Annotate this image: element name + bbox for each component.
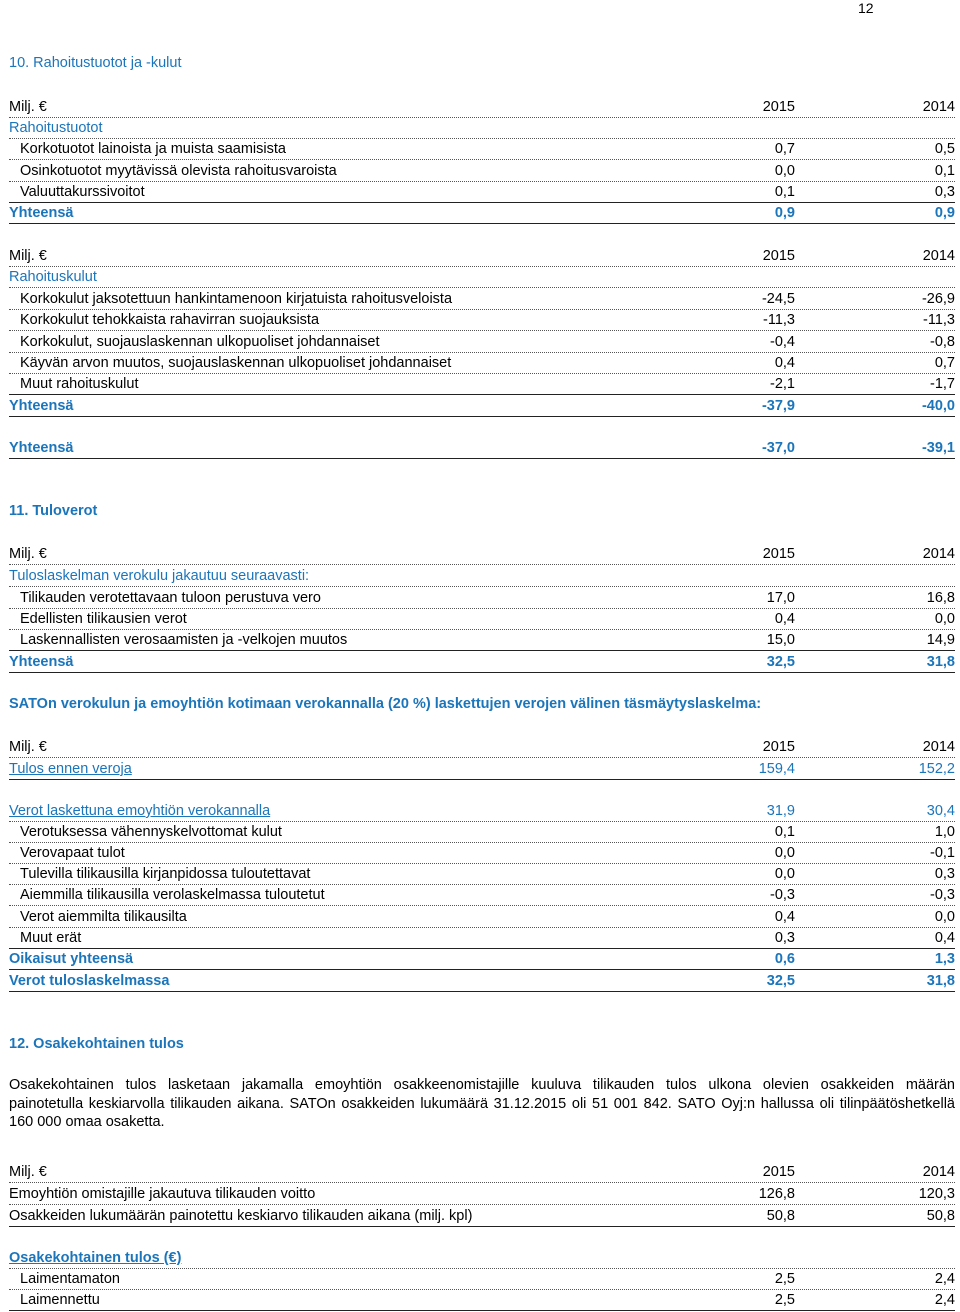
- table-row: Valuuttakurssivoitot 0,1 0,3: [9, 181, 955, 203]
- income-tax-row: Verot tuloslaskelmassa 32,5 31,8: [9, 970, 955, 992]
- tax-at-rate-row: Verot laskettuna emoyhtiön verokannalla 31,9 30,4: [9, 800, 955, 822]
- total-row: Yhteensä 0,9 0,9: [9, 202, 955, 224]
- paragraph-line: painotetulla keskiarvolla tilikauden aikana. SATOn osakkeiden lukumäärä 31.12.2015 oli 51 001 842. SATO Oyj:n hallussa oli tilinpäätöshetkellä: [9, 1095, 955, 1112]
- eps-title-row: Osakekohtainen tulos (€): [9, 1247, 955, 1269]
- table-row: Korkotuotot lainoista ja muista saamisista 0,7 0,5: [9, 138, 955, 160]
- table-row: Emoyhtiön omistajille jakautuva tilikauden voitto 126,8 120,3: [9, 1183, 955, 1205]
- table-row: Tilikauden verotettavaan tuloon perustuva vero 17,0 16,8: [9, 587, 955, 609]
- year-2015: 2015: [762, 99, 795, 115]
- s12-t1-header: Milj. € 2015 2014: [9, 1161, 955, 1183]
- paragraph-line: Osakekohtainen tulos lasketaan jakamalla emoyhtiön osakkeenomistajille kuuluva tilikauden tulos ulkona olevien osakkeiden määrän: [9, 1077, 955, 1093]
- paragraph-line: 160 000 omaa osaketta.: [9, 1114, 165, 1130]
- page-number: 12: [858, 0, 874, 16]
- s11-t1-header: Milj. € 2015 2014: [9, 543, 955, 565]
- table-row: Osakkeiden lukumäärän painotettu keskiarvo tilikauden aikana (milj. kpl) 50,8 50,8: [9, 1205, 955, 1227]
- table-row: Osinkotuotot myytävissä olevista rahoitusvaroista 0,0 0,1: [9, 160, 955, 182]
- year-2014: 2014: [922, 99, 955, 115]
- table-row: Laimentamaton 2,5 2,4: [9, 1268, 955, 1290]
- eps-description: [9, 1076, 955, 1132]
- table-row: Korkokulut tehokkaista rahavirran suojauksista -11,3 -11,3: [9, 309, 955, 331]
- table-row: Muut rahoituskulut -2,1 -1,7: [9, 373, 955, 395]
- total-row: Yhteensä -37,9 -40,0: [9, 395, 955, 417]
- table-row: Verotuksessa vähennyskelvottomat kulut 0,1 1,0: [9, 821, 955, 843]
- s11-t2-header: Milj. € 2015 2014: [9, 736, 955, 758]
- table-row: Aiemmilla tilikausilla verolaskelmassa tuloutetut -0,3 -0,3: [9, 884, 955, 906]
- table-row: Korkokulut, suojauslaskennan ulkopuoliset johdannaiset -0,4 -0,8: [9, 331, 955, 353]
- adjustments-total-row: Oikaisut yhteensä 0,6 1,3: [9, 948, 955, 970]
- table-row: Edellisten tilikausien verot 0,4 0,0: [9, 608, 955, 630]
- s10-t2-header: Milj. € 2015 2014: [9, 245, 955, 267]
- s10-t1-group: [9, 117, 955, 139]
- grand-total-row: Yhteensä -37,0 -39,1: [9, 437, 955, 459]
- table-row: Tulevilla tilikausilla kirjanpidossa tuloutettavat 0,0 0,3: [9, 863, 955, 885]
- table-row: Muut erät 0,3 0,4: [9, 927, 955, 949]
- reconciliation-title: SATOn verokulun ja emoyhtiön kotimaan verokannalla (20 %) laskettujen verojen välinen täsmäytyslaskelma:: [9, 696, 762, 712]
- table-row: Korkokulut jaksotettuun hankintamenoon kirjatuista rahoitusveloista -24,5 -26,9: [9, 288, 955, 310]
- table-row: Laskennallisten verosaamisten ja -velkojen muutos 15,0 14,9: [9, 629, 955, 651]
- total-row: Yhteensä 32,5 31,8: [9, 651, 955, 673]
- profit-before-tax-row: Tulos ennen veroja 159,4 152,2: [9, 758, 955, 780]
- s10-t1-header: [9, 96, 955, 118]
- group-label: Rahoitustuotot: [9, 120, 103, 136]
- unit-label: Milj. €: [9, 99, 47, 115]
- table-row: Käyvän arvon muutos, suojauslaskennan ulkopuoliset johdannaiset 0,4 0,7: [9, 352, 955, 374]
- section-10-title: 10. Rahoitustuotot ja -kulut: [9, 55, 182, 71]
- s10-t2-group: Rahoituskulut: [9, 266, 955, 288]
- table-row: Verovapaat tulot 0,0 -0,1: [9, 842, 955, 864]
- table-row: Laimennettu 2,5 2,4: [9, 1289, 955, 1311]
- section-12-title: 12. Osakekohtainen tulos: [9, 1036, 184, 1052]
- table-row: Verot aiemmilta tilikausilta 0,4 0,0: [9, 906, 955, 928]
- s11-t1-group: Tuloslaskelman verokulu jakautuu seuraavasti:: [9, 565, 955, 587]
- section-11-title: 11. Tuloverot: [9, 503, 98, 519]
